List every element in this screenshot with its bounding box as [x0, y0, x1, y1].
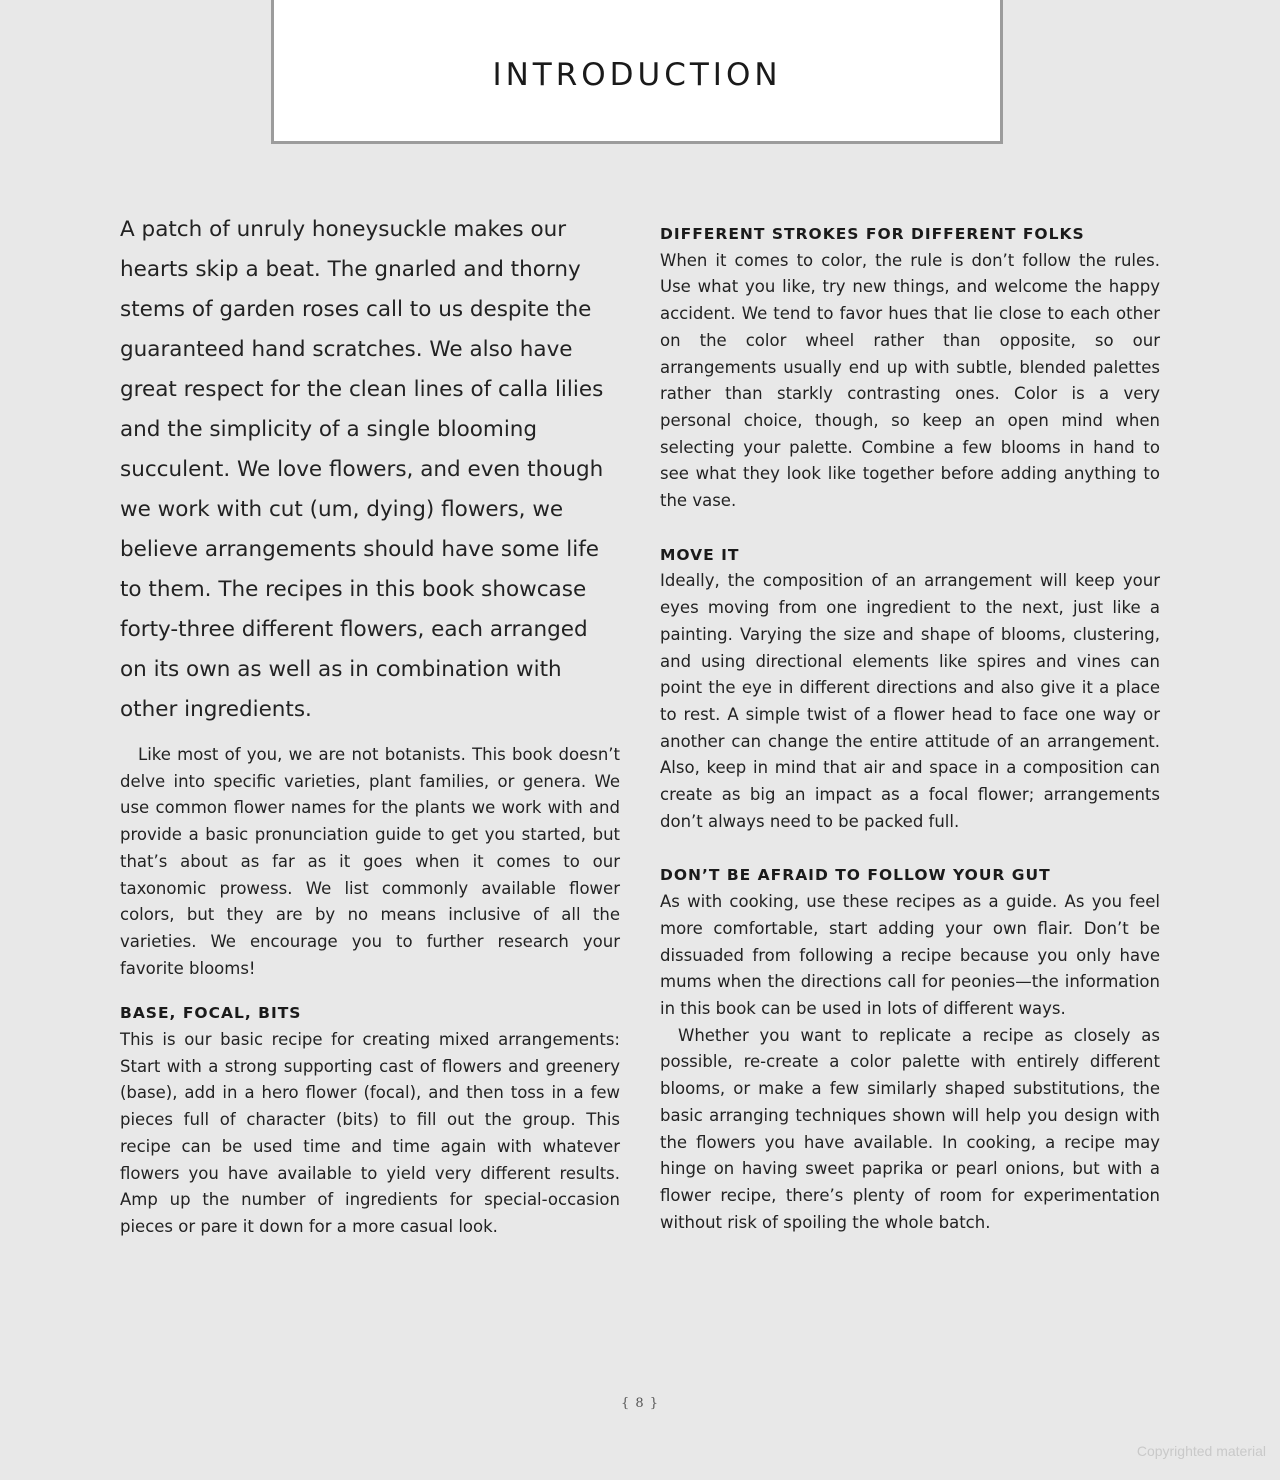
section-body-base-focal-bits: This is our basic recipe for creating mixed arrangements: Start with a strong supporting cast of flowers and greenery (base), add in a hero flower (focal), and then toss in a few pieces full of character (bits) to fill out the group. This recipe can be used time and time again with whatever flowers you have available to yield very different results. Amp up the number of ingredients for special-occasion pieces or pare it down for a more casual look.: [120, 1030, 620, 1236]
right-column: [660, 221, 1160, 1236]
section-heading-follow-your-gut: DON’T BE AFRAID TO FOLLOW YOUR GUT: [660, 866, 1051, 885]
section-body-move-it: Ideally, the composition of an arrangement will keep your eyes moving from one ingredient to the next, just like a painting. Varying the size and shape of blooms, clustering, and using directional elements like spires and vines can point the eye in different directions and also give it a place to rest. A simple twist of a flower head to face one way or another can change the entire attitude of an arrangement. Also, keep in mind that air and space in a composition can create as big an impact as a focal flower; arrangements don’t always need to be packed full.: [660, 571, 1160, 831]
body-paragraph: Like most of you, we are not botanists. This book doesn’t delve into specific varieties, plant families, or genera. We use common flower names for the plants we work with and provide a basic pronunciation guide to get you started, but that’s about as far as it goes when it comes to our taxonomic prowess. We list commonly available flower colors, but they are by no means inclusive of all the varieties. We encourage you to further research your favorite blooms!: [120, 745, 620, 978]
section-heading-move-it: MOVE IT: [660, 545, 740, 564]
page-title: INTRODUCTION: [492, 57, 782, 93]
copyright-watermark: Copyrighted material: [1136, 1443, 1266, 1459]
page-number: { 8 }: [620, 1396, 660, 1411]
title-box: [271, 0, 1003, 144]
section-body-follow-your-gut: As with cooking, use these recipes as a guide. As you feel more comfortable, start adding your own flair. Don’t be dissuaded from following a recipe because you only have mums when the directions call for peonies—the information in this book can be used in lots of different ways.: [660, 892, 1160, 1018]
lead-paragraph: A patch of unruly honeysuckle makes our hearts skip a beat. The gnarled and thorny stems of garden roses call to us despite the guaranteed hand scratches. We also have great respect for the clean lines of calla lilies and the simplicity of a single blooming succulent. We love flowers, and even though we work with cut (um, dying) flowers, we believe arrangements should have some life to them. The recipes in this book showcase forty-three different flowers, each arranged on its own as well as in combination with other ingredients.: [120, 217, 604, 722]
section-body-follow-your-gut-2: Whether you want to replicate a recipe as closely as possible, re-create a color palette with entirely different blooms, or make a few similarly shaped substitutions, the basic arranging techniques shown will help you design with the flowers you have available. In cooking, a recipe may hinge on having sweet paprika or pearl onions, but with a flower recipe, there’s plenty of room for experimentation without risk of spoiling the whole batch.: [660, 1025, 1160, 1232]
section-heading-different-strokes: DIFFERENT STROKES FOR DIFFERENT FOLKS: [660, 225, 1085, 243]
left-column: [120, 210, 620, 1241]
section-body-different-strokes: When it comes to color, the rule is don’t follow the rules. Use what you like, try new things, and welcome the happy accident. We tend to favor hues that lie close to each other on the color wheel rather than opposite, so our arrangements usually end up with subtle, blended palettes rather than starkly contrasting ones. Color is a very personal choice, though, so keep an open mind when selecting your palette. Combine a few blooms in hand to see what they look like together before adding anything to the vase.: [660, 250, 1160, 511]
section-heading-base-focal-bits: BASE, FOCAL, BITS: [120, 1004, 302, 1023]
